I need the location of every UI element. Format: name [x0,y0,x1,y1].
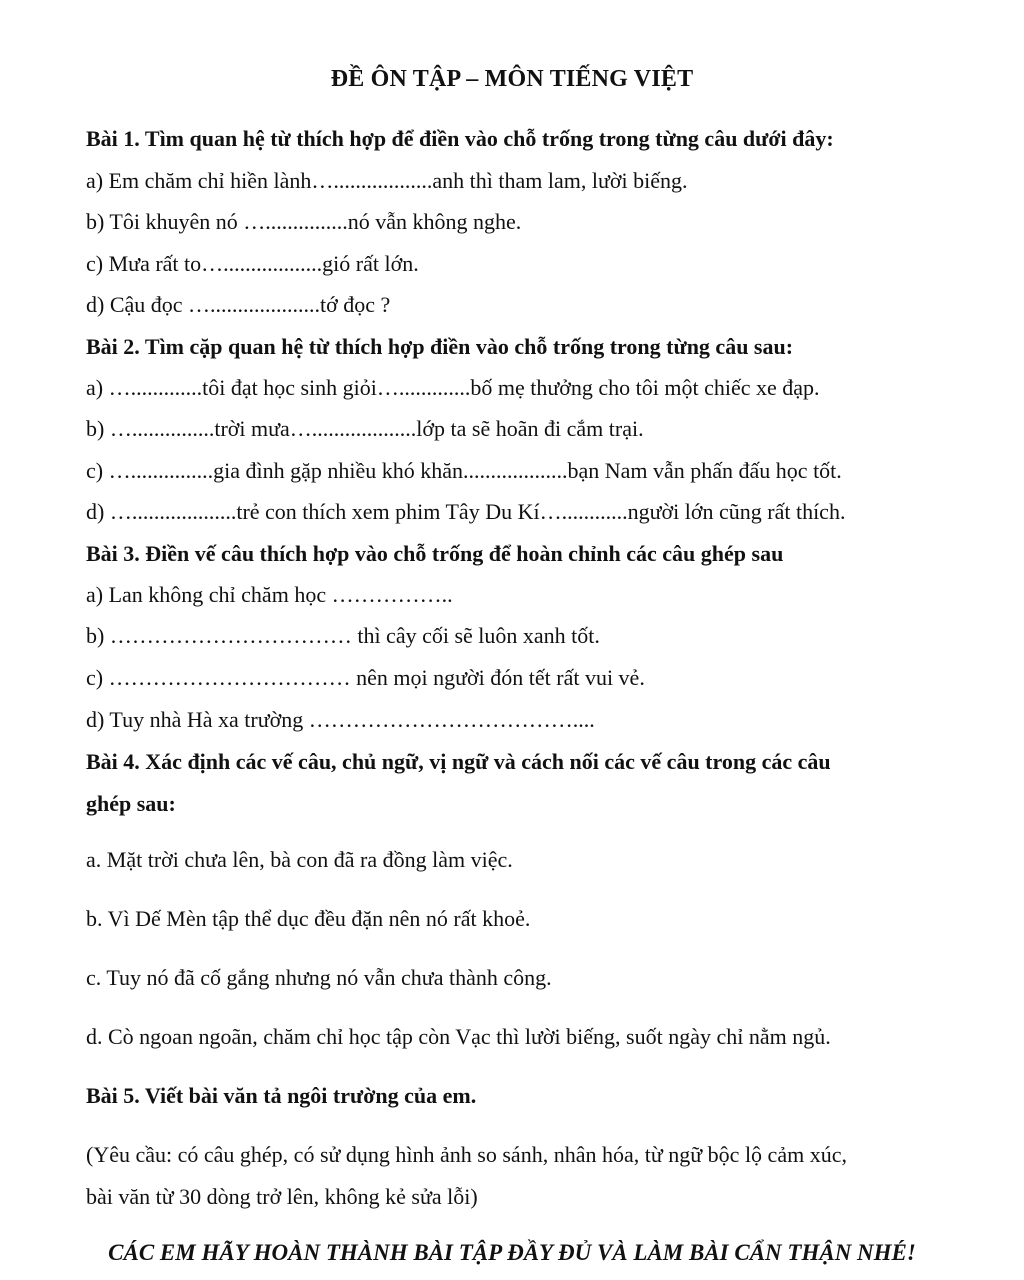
exercise-1-heading: Bài 1. Tìm quan hệ từ thích hợp để điền vào chỗ trống trong từng câu dưới đây: [86,126,834,151]
exercise-1-item-a: a) Em chăm chỉ hiền lành…..................anh thì tham lam, lười biếng. [86,168,688,193]
exercise-1-item-d: d) Cậu đọc …....................tớ đọc ? [86,292,391,317]
exercise-2-item-a: a) ….............tôi đạt học sinh giỏi….............bố mẹ thưởng cho tôi một chiếc xe đạp. [86,375,820,400]
exercise-2-heading: Bài 2. Tìm cặp quan hệ từ thích hợp điền vào chỗ trống trong từng câu sau: [86,334,794,359]
exercise-5-requirement-line1: (Yêu cầu: có câu ghép, có sử dụng hình ảnh so sánh, nhân hóa, từ ngữ bộc lộ cảm xúc, [86,1142,847,1167]
exercise-2-item-b: b) …...............trời mưa…...................lớp ta sẽ hoãn đi cắm trại. [86,416,644,441]
exercise-1-item-c: c) Mưa rất to…..................gió rất lớn. [86,251,419,276]
exercise-3-heading: Bài 3. Điền vế câu thích hợp vào chỗ trống để hoàn chỉnh các câu ghép sau [86,541,784,566]
closing-reminder: CÁC EM HÃY HOÀN THÀNH BÀI TẬP ĐẦY ĐỦ VÀ LÀM BÀI CẨN THẬN NHÉ! [108,1240,916,1265]
exercise-3-item-c: c) …………………………… nên mọi người đón tết rất vui vẻ. [86,665,645,690]
exercise-4-heading-line1: Bài 4. Xác định các vế câu, chủ ngữ, vị ngữ và cách nối các vế câu trong các câu [86,749,831,774]
exercise-3-item-b: b) …………………………… thì cây cối sẽ luôn xanh tốt. [86,623,600,648]
exercise-4-item-c: c. Tuy nó đã cố gắng nhưng nó vẫn chưa thành công. [86,965,552,990]
page-title: ĐỀ ÔN TẬP – MÔN TIẾNG VIỆT [330,66,694,92]
exercise-1-item-b: b) Tôi khuyên nó …...............nó vẫn không nghe. [86,209,522,234]
exercise-3-item-a: a) Lan không chỉ chăm học …………….. [86,582,453,607]
exercise-5-heading: Bài 5. Viết bài văn tả ngôi trường của em. [86,1083,477,1108]
exercise-2-item-d: d) …...................trẻ con thích xem phim Tây Du Kí…............người lớn cũng rất thích. [86,499,846,524]
exercise-3-item-d: d) Tuy nhà Hà xa trường ……………………………….... [86,707,595,732]
exercise-4-heading-line2: ghép sau: [86,791,176,816]
exercise-4-item-b: b. Vì Dế Mèn tập thể dục đều đặn nên nó rất khoẻ. [86,906,531,931]
exercise-4-item-d: d. Cò ngoan ngoãn, chăm chỉ học tập còn Vạc thì lười biếng, suốt ngày chỉ nằm ngủ. [86,1024,831,1049]
exercise-2-item-c: c) …...............gia đình gặp nhiều khó khăn...................bạn Nam vẫn phấn đấu học tốt. [86,458,842,483]
exercise-4-item-a: a. Mặt trời chưa lên, bà con đã ra đồng làm việc. [86,847,513,872]
exercise-5-requirement-line2: bài văn từ 30 dòng trở lên, không kẻ sửa lỗi) [86,1184,478,1209]
